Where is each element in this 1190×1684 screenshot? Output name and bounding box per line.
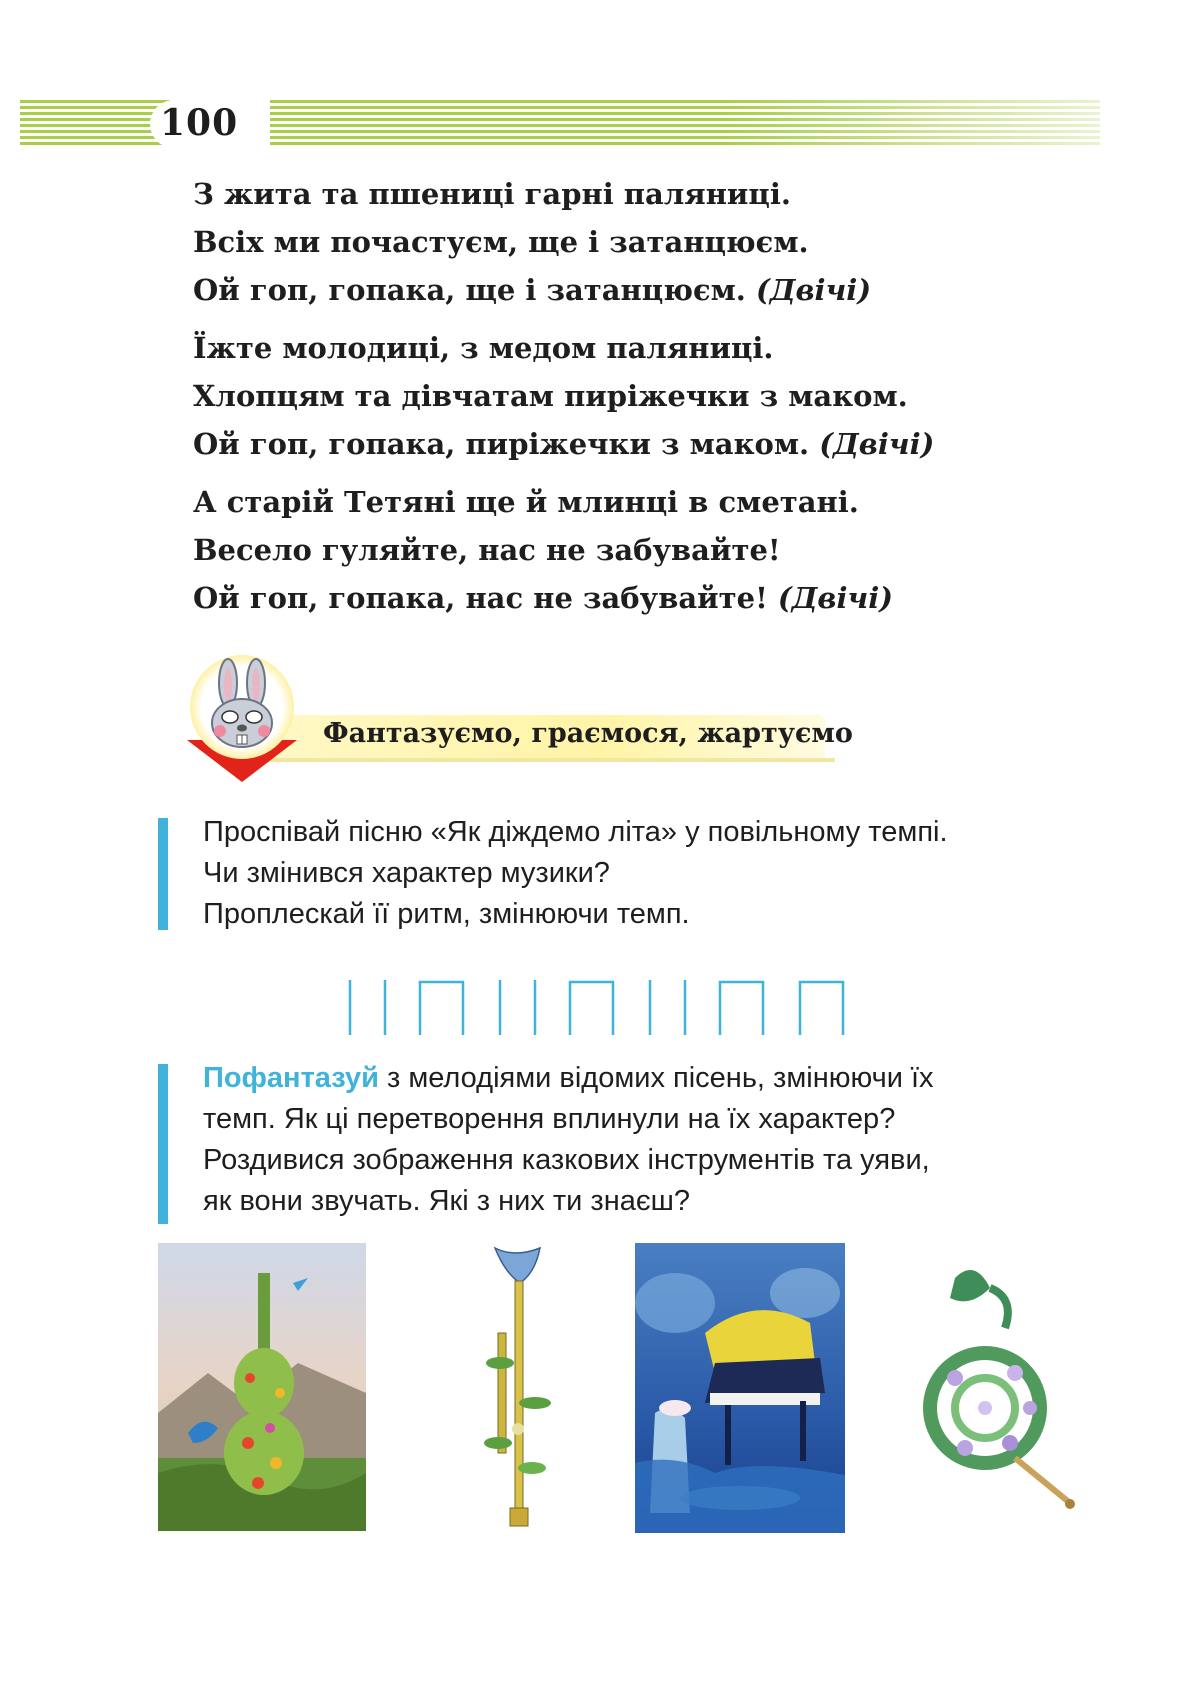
task-text <box>203 1058 934 1222</box>
task-line <box>203 1058 934 1099</box>
waterfall-piano-painting <box>635 1243 845 1533</box>
lyric-line: А старій Тетяні ще й млинці в сметані. <box>193 485 859 519</box>
task-line: темп. Як ці перетворення вплинули на їх характер? <box>203 1103 896 1135</box>
task-text <box>203 812 948 935</box>
task-keyword: Пофантазуй <box>203 1062 379 1094</box>
section-title: Фантазуємо, граємося, жартуємо <box>323 718 853 749</box>
eighth-pair-stems <box>570 982 613 1035</box>
lyric-line <box>193 574 1093 622</box>
task-accent-bar <box>158 818 168 930</box>
lyric-text: Ой гоп, гопака, нас не забувайте! <box>193 581 768 615</box>
lyric-line: Їжте молодиці, з медом паляниці. <box>193 331 774 365</box>
eighth-pair-stems <box>800 982 843 1035</box>
lyric-line: Всіх ми почастуєм, ще і затанцюєм. <box>193 225 809 259</box>
banner-underline <box>245 758 835 762</box>
flower-trumpet-picture <box>470 1243 560 1538</box>
song-lyrics <box>193 170 1093 632</box>
rhythm-pattern <box>345 970 905 1060</box>
repeat-note: (Двічі) <box>819 427 935 461</box>
section-banner <box>165 655 965 785</box>
lyric-line: З жита та пшениці гарні паляниці. <box>193 177 791 211</box>
lyric-line <box>193 420 1093 468</box>
eighth-pair-stems <box>420 982 463 1035</box>
task-block <box>158 1058 1118 1233</box>
eighth-pair-stems <box>720 982 763 1035</box>
task-line: Проплескай її ритм, змінюючи темп. <box>203 898 690 930</box>
header-stripes-right <box>270 100 1100 148</box>
lyric-line: Весело гуляйте, нас не забувайте! <box>193 533 781 567</box>
stanza <box>193 324 1093 468</box>
lyric-line: Хлопцям та дівчатам пиріжечки з маком. <box>193 379 908 413</box>
stanza <box>193 478 1093 622</box>
task-line: як вони звучать. Які з них ти знаєш? <box>203 1185 691 1217</box>
stanza <box>193 170 1093 314</box>
task-line: Проспівай пісню «Як діждемо літа» у повільному темпі. <box>203 816 948 848</box>
task-line-rest: з мелодіями відомих пісень, змінюючи їх <box>378 1062 934 1094</box>
header-stripes-left <box>20 100 170 148</box>
lyric-text: Ой гоп, гопака, ще і затанцюєм. <box>193 273 746 307</box>
flower-horn-picture <box>895 1258 1075 1518</box>
page-number: 100 <box>160 102 239 144</box>
task-line: Роздивися зображення казкових інструментів та уяви, <box>203 1144 930 1176</box>
repeat-note: (Двічі) <box>756 273 872 307</box>
repeat-note: (Двічі) <box>777 581 893 615</box>
fairy-violin-painting <box>158 1243 366 1531</box>
lyric-text: Ой гоп, гопака, пиріжечки з маком. <box>193 427 810 461</box>
bunny-mask-icon <box>190 655 294 759</box>
task-line: Чи змінився характер музики? <box>203 857 610 889</box>
lyric-line <box>193 266 1093 314</box>
task-block <box>158 812 1118 942</box>
task-accent-bar <box>158 1064 168 1224</box>
